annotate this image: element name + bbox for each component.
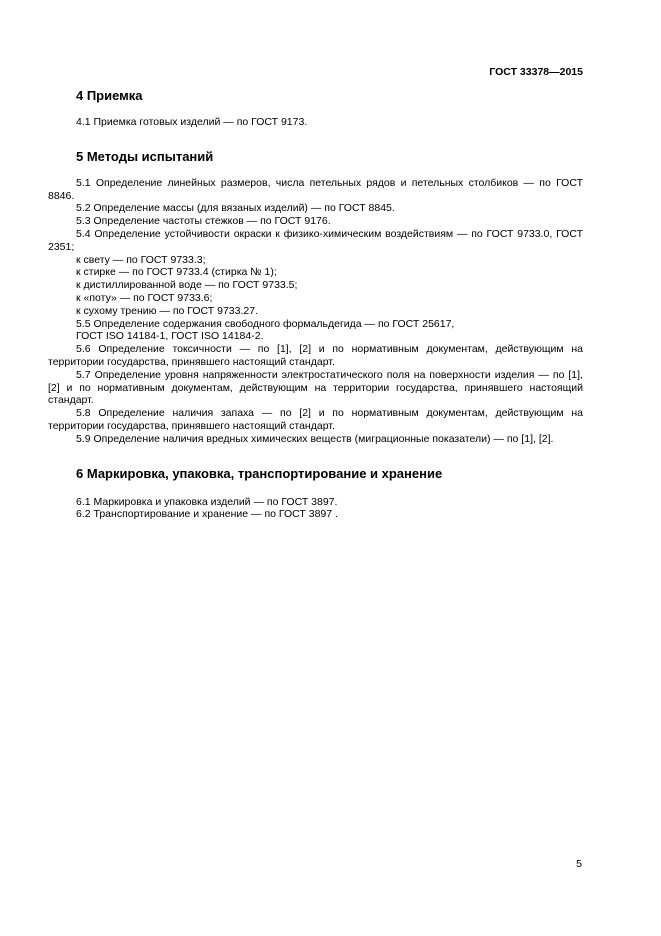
paragraph-5-6: 5.6 Определение токсичности — по [1], [2] и по нормативным документам, действующим на территории государства, принявшего настоящий стандарт. [48,343,583,368]
paragraph-5-4-washing: к стирке — по ГОСТ 9733.4 (стирка № 1); [76,266,277,279]
paragraph-5-7: 5.7 Определение уровня напряженности электростатического поля на поверхности изделия — по [1], [2] и по нормативным документам, действующим на территории государства, принявшего настоящий стандарт. [48,368,583,407]
page-number: 5 [576,858,582,870]
document-code: ГОСТ 33378—2015 [489,66,583,78]
paragraph-6-2: 6.2 Транспортирование и хранение — по ГОСТ 3897 . [76,508,338,521]
document-body [48,88,583,521]
paragraph-5-4: 5.4 Определение устойчивости окраски к физико-химическим воздействиям — по ГОСТ 9733.0, ГОСТ 2351; [48,227,583,253]
paragraph-5-2: 5.2 Определение массы (для вязаных изделий) — по ГОСТ 8845. [76,202,395,215]
paragraph-5-1: 5.1 Определение линейных размеров, числа петельных рядов и петельных столбиков — по ГОСТ 8846. [48,176,583,202]
paragraph-5-5: 5.5 Определение содержания свободного формальдегида — по ГОСТ 25617, [76,317,455,330]
paragraph-5-9: 5.9 Определение наличия вредных химических веществ (миграционные показатели) — по [1], [2]. [76,432,554,445]
paragraph-5-5-continued: ГОСТ ISO 14184-1, ГОСТ ISO 14184-2. [76,330,264,343]
paragraph-5-8: 5.8 Определение наличия запаха — по [2] и по нормативным документам, действующим на территории государства, принявшего настоящий стандарт. [48,407,583,432]
section-4-title: 4 Приемка [76,88,143,103]
paragraph-6-1: 6.1 Маркировка и упаковка изделий — по ГОСТ 3897. [76,495,338,508]
paragraph-5-4-sweat: к «поту» — по ГОСТ 9733.6; [76,291,213,304]
section-6-title: 6 Маркировка, упаковка, транспортирование и хранение [76,465,443,481]
paragraph-5-4-dry-rubbing: к сухому трению — по ГОСТ 9733.27. [76,304,258,317]
section-5-title: 5 Методы испытаний [76,148,214,164]
paragraph-5-3: 5.3 Определение частоты стежков — по ГОСТ 9176. [76,215,331,228]
paragraph-5-4-light: к свету — по ГОСТ 9733.3; [76,253,206,266]
paragraph-5-4-distilled-water: к дистиллированной воде — по ГОСТ 9733.5; [76,279,298,292]
paragraph-4-1: 4.1 Приемка готовых изделий — по ГОСТ 9173. [76,116,308,128]
